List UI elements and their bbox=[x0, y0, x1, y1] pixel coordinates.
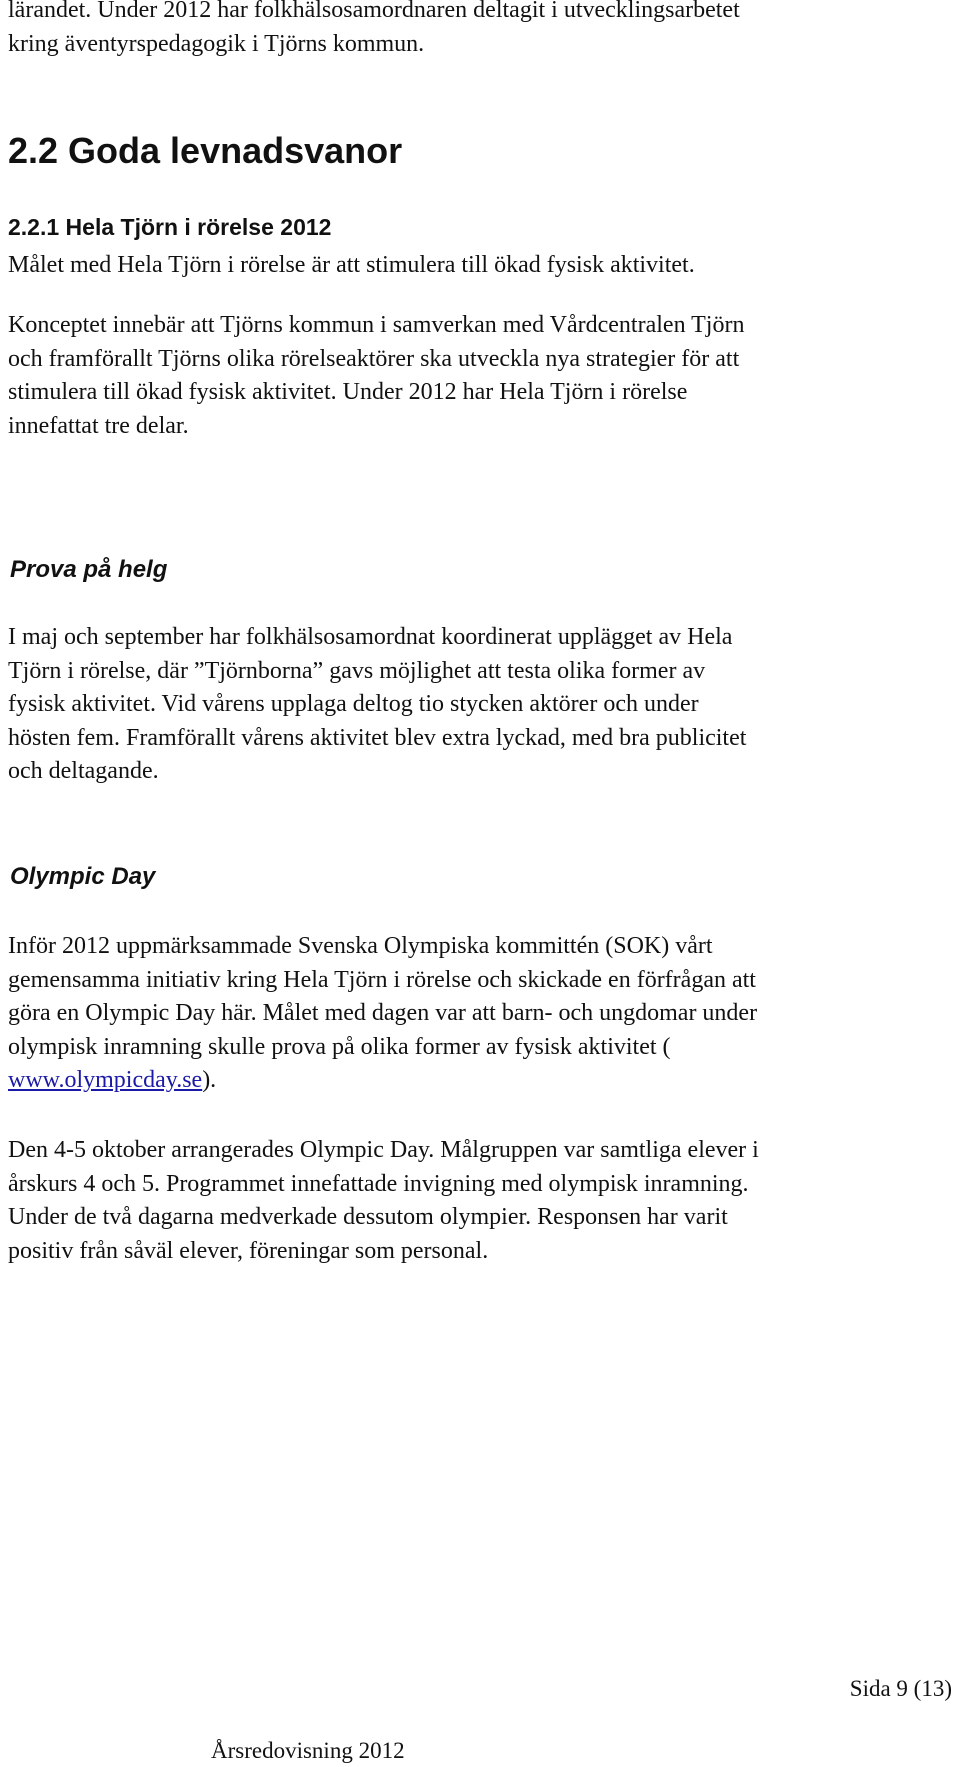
text-line: Den 4-5 oktober arrangerades Olympic Day. Målgruppen var samtliga elever i bbox=[8, 1137, 759, 1163]
text-line: olympisk inramning skulle prova på olika former av fysisk aktivitet ( bbox=[8, 1033, 671, 1060]
text-line: Målet med Hela Tjörn i rörelse är att stimulera till ökad fysisk aktivitet. bbox=[8, 252, 695, 278]
text-line: årskurs 4 och 5. Programmet innefattade invigning med olympisk inramning. bbox=[8, 1170, 749, 1197]
text-line: lärandet. Under 2012 har folkhälsosamordnaren deltagit i utvecklingsarbetet bbox=[8, 0, 740, 23]
olympic-heading: Olympic Day bbox=[10, 863, 156, 890]
text-line: innefattat tre delar. bbox=[8, 412, 189, 439]
text-line: göra en Olympic Day här. Målet med dagen var att barn- och ungdomar under bbox=[8, 1000, 758, 1026]
text-line: och framförallt Tjörns olika rörelseaktörer ska utveckla nya strategier för att bbox=[8, 345, 740, 372]
concept-paragraph bbox=[8, 309, 948, 443]
text-line bbox=[8, 1064, 948, 1098]
footer-document-title: Årsredovisning 2012 bbox=[211, 1738, 405, 1763]
prova-paragraph bbox=[8, 621, 948, 789]
text-line: gemensamma initiativ kring Hela Tjörn i rörelse och skickade en förfrågan att bbox=[8, 966, 756, 993]
text-line: kring äventyrspedagogik i Tjörns kommun. bbox=[8, 30, 425, 57]
olympic-paragraph-1 bbox=[8, 930, 948, 1098]
olympicday-link[interactable]: www.olympicday.se bbox=[8, 1067, 203, 1093]
text-line: stimulera till ökad fysisk aktivitet. Under 2012 har Hela Tjörn i rörelse bbox=[8, 379, 688, 405]
goal-paragraph bbox=[8, 249, 948, 283]
text-line: I maj och september har folkhälsosamordnat koordinerat upplägget av Hela bbox=[8, 624, 733, 650]
intro-paragraph bbox=[8, 0, 948, 61]
subsection-heading: 2.2.1 Hela Tjörn i rörelse 2012 bbox=[8, 214, 332, 240]
olympic-paragraph-2 bbox=[8, 1134, 948, 1268]
text-line: Inför 2012 uppmärksammade Svenska Olympiska kommittén (SOK) vårt bbox=[8, 933, 713, 959]
text-line: positiv från såväl elever, föreningar som personal. bbox=[8, 1237, 489, 1264]
section-heading: 2.2 Goda levnadsvanor bbox=[8, 130, 403, 171]
text-line: Konceptet innebär att Tjörns kommun i samverkan med Vårdcentralen Tjörn bbox=[8, 312, 745, 338]
text-line: hösten fem. Framförallt vårens aktivitet blev extra lyckad, med bra publicitet bbox=[8, 724, 747, 751]
link-suffix: ). bbox=[202, 1067, 217, 1093]
text-line: Under de två dagarna medverkade dessutom olympier. Responsen har varit bbox=[8, 1204, 728, 1230]
text-line: Tjörn i rörelse, där ”Tjörnborna” gavs möjlighet att testa olika former av bbox=[8, 657, 706, 684]
text-line: och deltagande. bbox=[8, 758, 159, 784]
prova-heading: Prova på helg bbox=[10, 556, 168, 583]
text-line: fysisk aktivitet. Vid vårens upplaga deltog tio stycken aktörer och under bbox=[8, 691, 699, 717]
page-number: Sida 9 (13) bbox=[849, 1676, 952, 1701]
